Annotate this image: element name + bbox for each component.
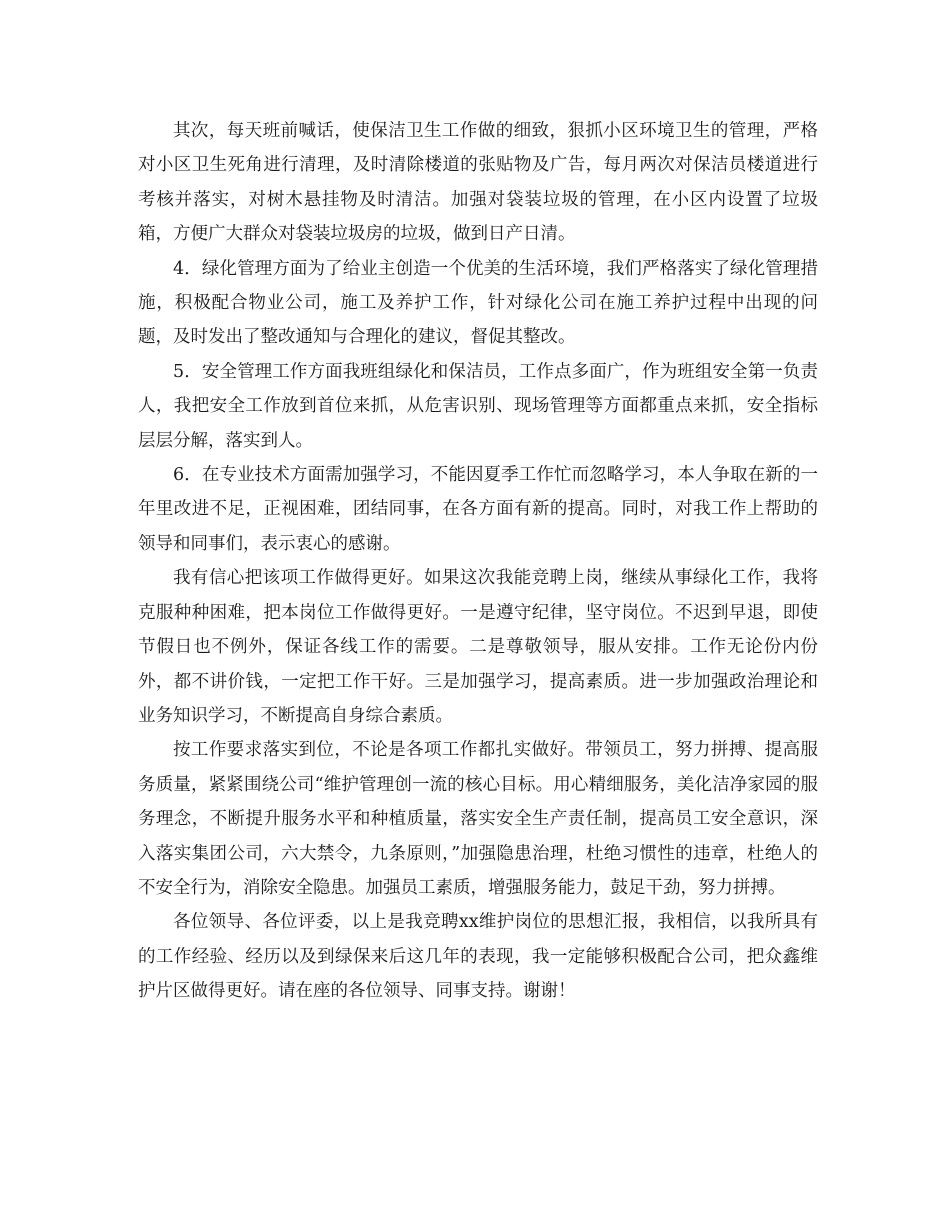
paragraph-sanitation: 其次，每天班前喊话，使保洁卫生工作做的细致，狠抓小区环境卫生的管理，严格对小区卫生死角进行清理，及时清除楼道的张贴物及广告，每月两次对保洁员楼道进行考核并落实，对树木悬挂物及时清洁。加强对袋装垃圾的管理，在小区内设置了垃圾箱，方便广大群众对袋装垃圾房的垃圾，做到日产日清。 — [138, 121, 818, 245]
paragraph-implementation: 按工作要求落实到位，不论是各项工作都扎实做好。带领员工，努力拼搏、提高服务质量，紧紧围绕公司“维护管理创一流的核心目标。用心精细服务，美化洁净家园的服务理念，不断提升服务水平和种植质量，落实安全生产责任制，提高员工安全意识，深入落实集团公司，六大禁令，九条原则，”加强隐患治理，杜绝习惯性的违章，杜绝人的不安全行为，消除安全隐患。加强员工素质，增强服务能力，鼓足干劲，努力拼搏。 — [138, 740, 818, 898]
document-body — [138, 114, 818, 1009]
paragraph-safety: 5．安全管理工作方面我班组绿化和保洁员，工作点多面广，作为班组安全第一负责人，我把安全工作放到首位来抓，从危害识别、现场管理等方面都重点来抓，安全指标层层分解，落实到人。 — [138, 361, 818, 451]
paragraph-confidence: 我有信心把该项工作做得更好。如果这次我能竞聘上岗，继续从事绿化工作，我将克服种种困难，把本岗位工作做得更好。一是遵守纪律，坚守岗位。不迟到早退，即使节假日也不例外，保证各线工作的需要。二是尊敬领导，服从安排。工作无论份内份外，都不讲价钱，一定把工作干好。三是加强学习，提高素质。进一步加强政治理论和业务知识学习，不断提高自身综合素质。 — [138, 568, 818, 726]
paragraph-greening: 4．绿化管理方面为了给业主创造一个优美的生活环境，我们严格落实了绿化管理措施，积极配合物业公司，施工及养护工作，针对绿化公司在施工养护过程中出现的问题，及时发出了整改通知与合理化的建议，督促其整改。 — [138, 258, 818, 348]
paragraph-closing: 各位领导、各位评委，以上是我竞聘xx维护岗位的思想汇报，我相信，以我所具有的工作经验、经历以及到绿保来后这几年的表现，我一定能够积极配合公司，把众鑫维护片区做得更好。请在座的各位领导、同事支持。谢谢！ — [138, 912, 818, 1002]
paragraph-technical-study: 6．在专业技术方面需加强学习，不能因夏季工作忙而忽略学习，本人争取在新的一年里改进不足，正视困难，团结同事，在各方面有新的提高。同时，对我工作上帮助的领导和同事们，表示衷心的感谢。 — [138, 465, 818, 554]
